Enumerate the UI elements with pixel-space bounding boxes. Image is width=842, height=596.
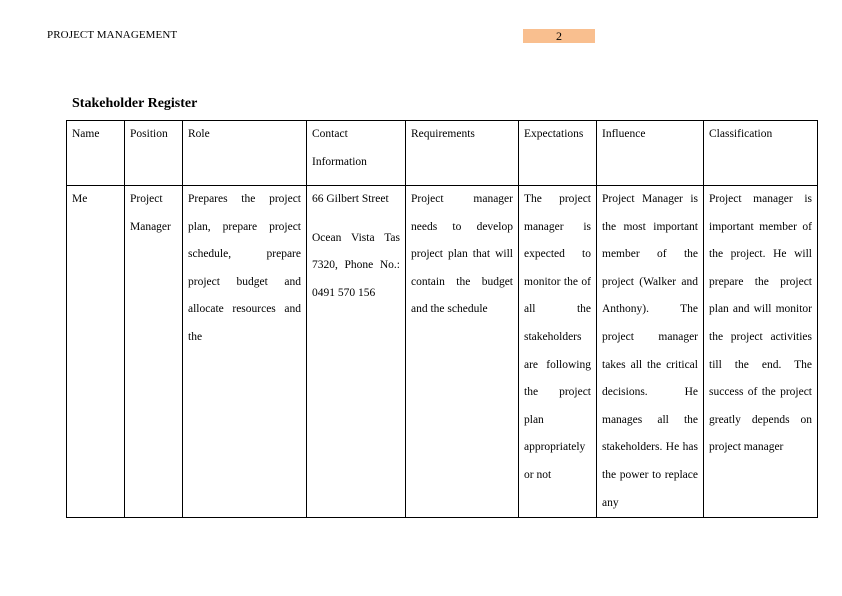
- section-title: Stakeholder Register: [72, 96, 198, 111]
- cell-role: Prepares the project plan, prepare project schedule, prepare project budget and allocate resources and the: [183, 186, 307, 518]
- cell-position: Project Manager: [125, 186, 183, 518]
- contact-address-phone: Ocean Vista Tas 7320, Phone No.: 0491 570 156: [312, 231, 400, 299]
- cell-requirements: Project manager needs to develop project plan that will contain the budget and the schedule: [406, 186, 519, 518]
- page-number: 2: [523, 29, 595, 43]
- table-header-row: [67, 121, 818, 186]
- table-row: [67, 186, 818, 518]
- column-header-position: Position: [125, 121, 183, 186]
- cell-influence: Project Manager is the most important member of the project (Walker and Anthony). The project manager takes all the critical decisions. He manages all the stakeholders. He has the power to replace any: [597, 186, 704, 518]
- column-header-contact: Contact Information: [307, 121, 406, 186]
- contact-street: 66 Gilbert Street: [312, 193, 389, 205]
- column-header-requirements: Requirements: [406, 121, 519, 186]
- running-header-title: PROJECT MANAGEMENT: [47, 29, 178, 41]
- column-header-classification: Classification: [704, 121, 818, 186]
- cell-name: Me: [67, 186, 125, 518]
- column-header-name: Name: [67, 121, 125, 186]
- column-header-role: Role: [183, 121, 307, 186]
- column-header-expectations: Expectations: [519, 121, 597, 186]
- cell-classification: Project manager is important member of the project. He will prepare the project plan and will monitor the project activities till the end. The success of the project greatly depends on project manager: [704, 186, 818, 518]
- stakeholder-register-table: [66, 120, 818, 518]
- cell-contact: [307, 186, 406, 518]
- cell-expectations: The project manager is expected to monitor the of all the stakeholders are following the project plan appropriately or not: [519, 186, 597, 518]
- column-header-influence: Influence: [597, 121, 704, 186]
